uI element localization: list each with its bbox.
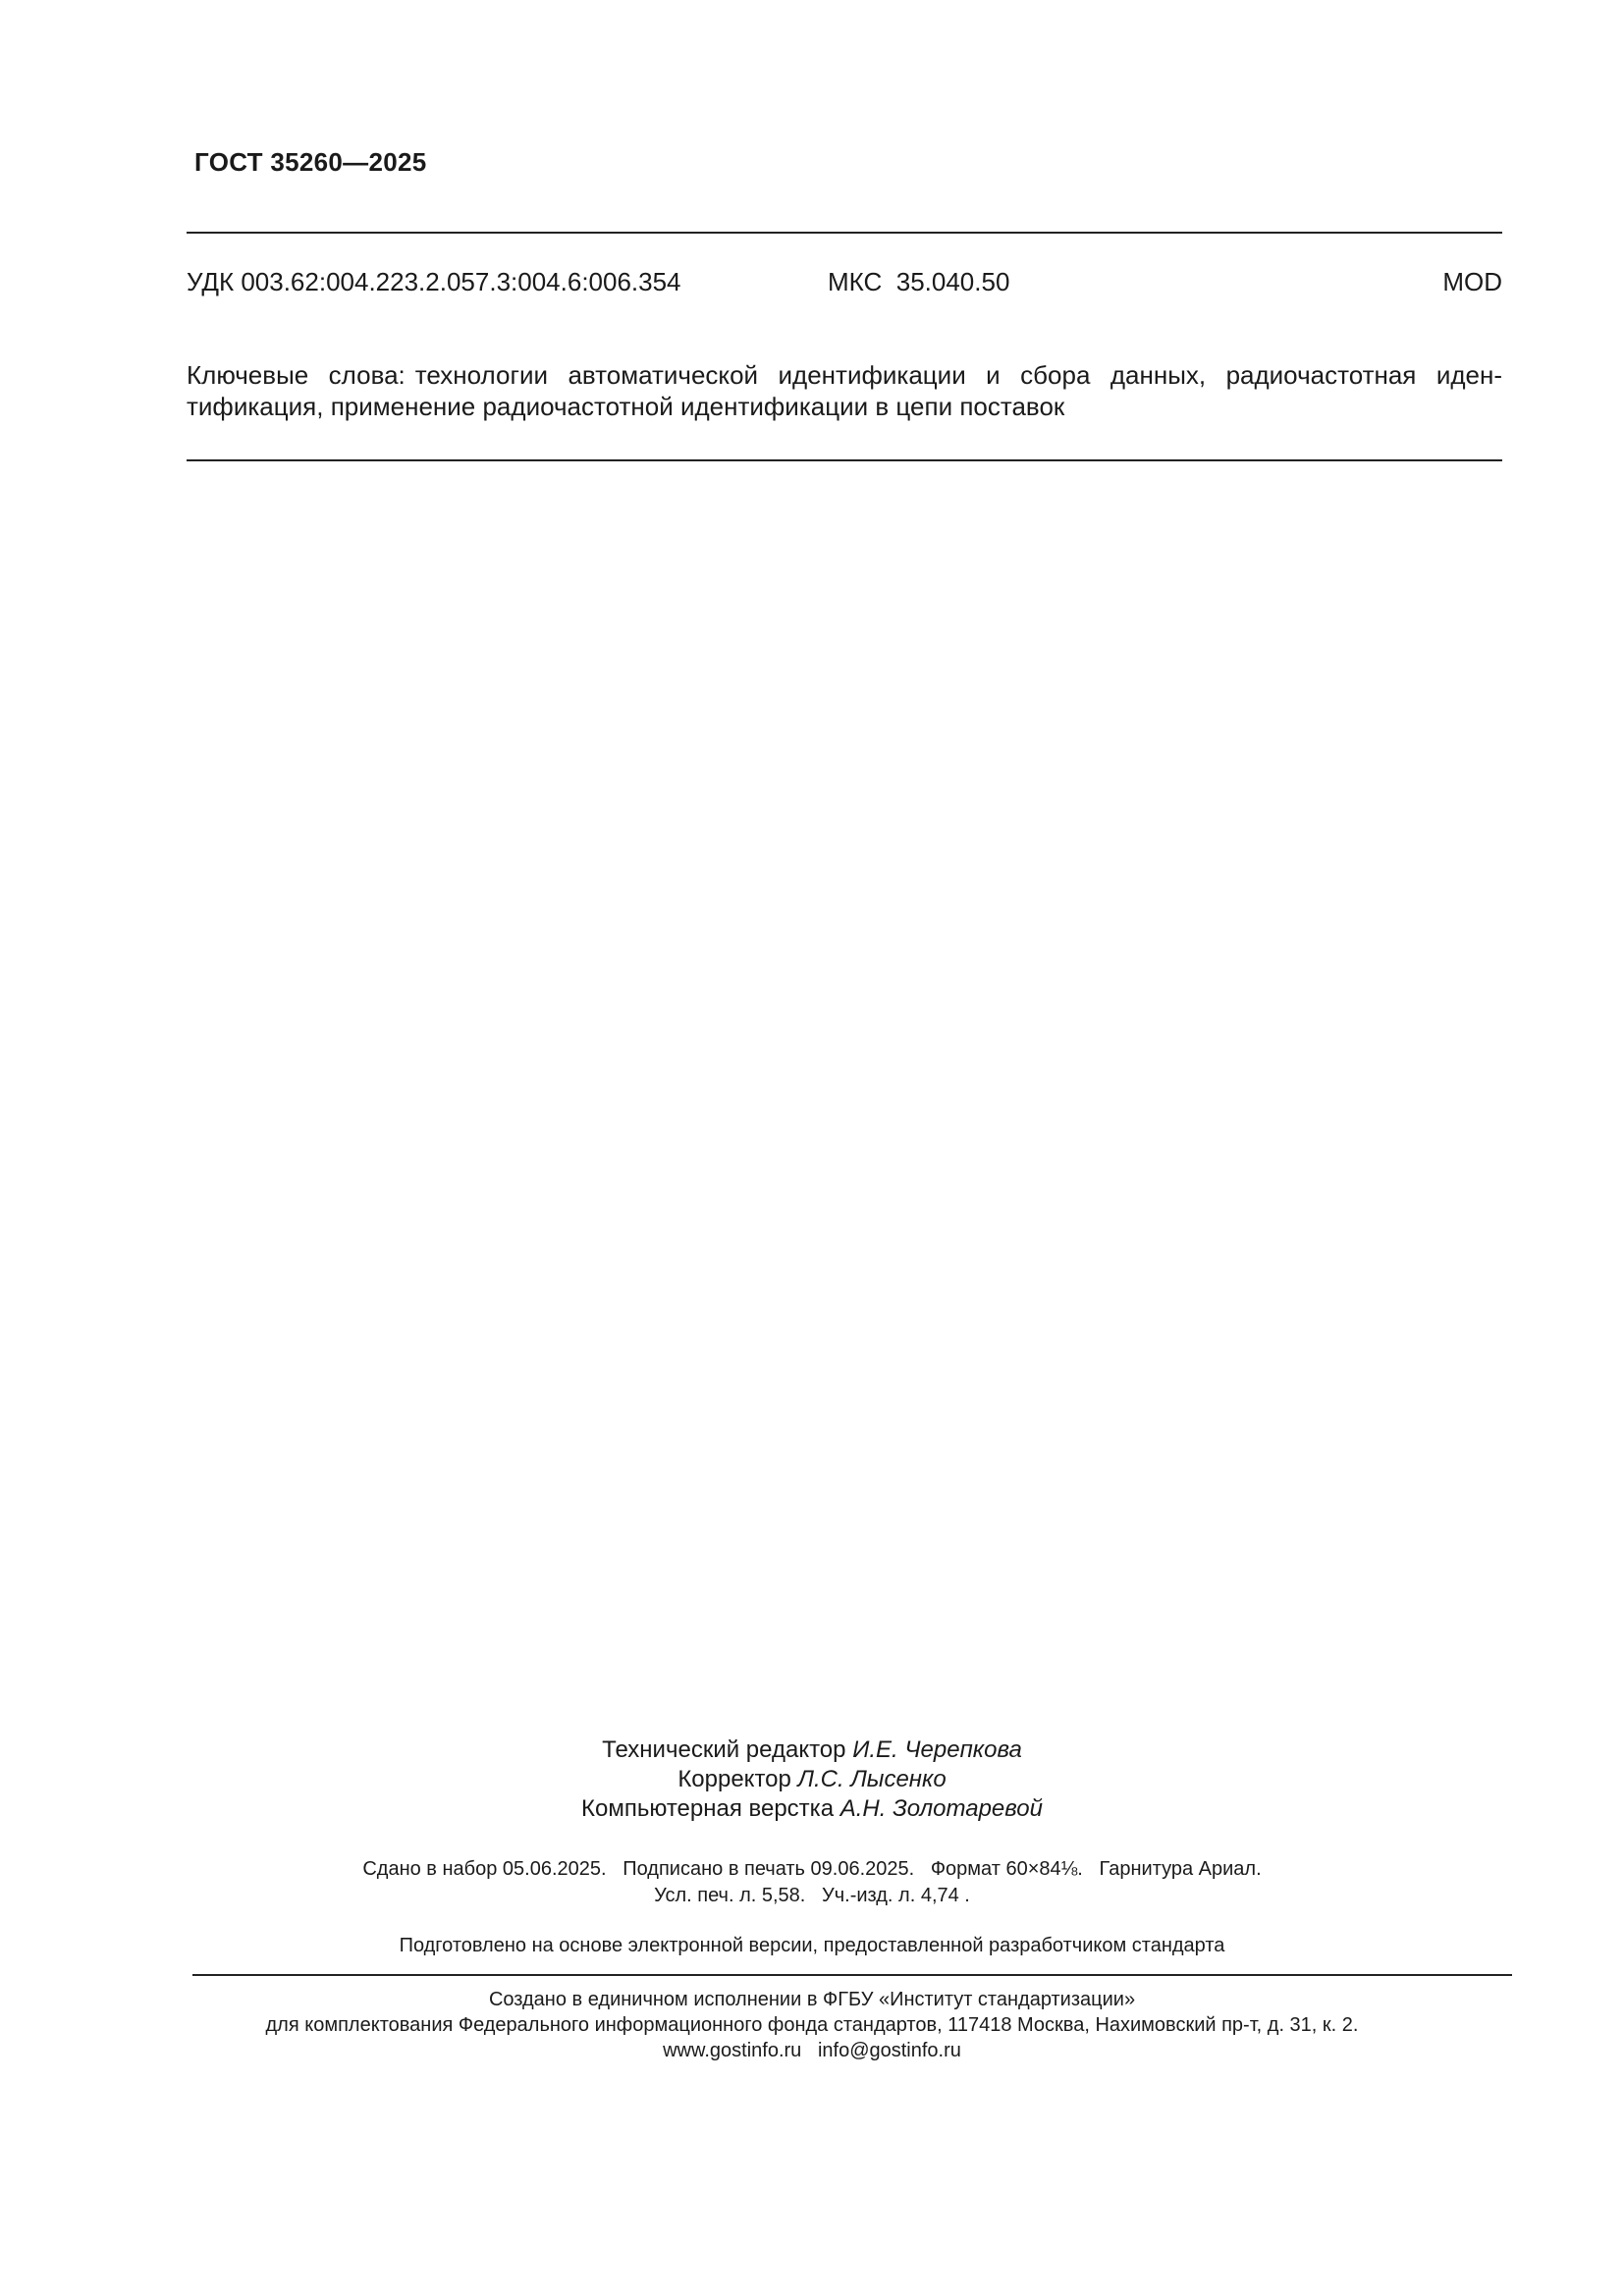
layout-role: Компьютерная верстка [581,1795,835,1822]
created-block [0,1987,1624,2063]
tech-editor-role: Технический редактор [602,1736,846,1763]
keywords-label: Ключевые слова: [187,360,406,390]
keywords-divider [187,459,1502,461]
corrector-name: Л.С. Лысенко [797,1766,947,1792]
print-info-line-1: Сдано в набор 05.06.2025. Подписано в печать 09.06.2025. Формат 60×84⅛. Гарнитура Ариал. [362,1858,1262,1880]
print-info-block [0,1856,1624,1909]
created-line-3: www.gostinfo.ru info@gostinfo.ru [663,2040,961,2061]
tech-editor-name: И.Е. Черепкова [852,1736,1022,1763]
created-line-2: для комплектования Федерального информационного фонда стандартов, 117418 Москва, Нахимовский пр-т, д. 31, к. 2. [265,2014,1359,2036]
top-divider [187,232,1502,234]
keywords-block [187,359,1502,422]
corrector-line [0,1765,1624,1794]
created-line-1: Создано в единичном исполнении в ФГБУ «Институт стандартизации» [488,1989,1136,2010]
tech-editor-line [0,1735,1624,1765]
prepared-note: Подготовлено на основе электронной версии, предоставленной разработчиком стандарта [399,1935,1225,1956]
layout-line [0,1794,1624,1824]
print-info-line-2: Усл. печ. л. 5,58. Уч.-изд. л. 4,74 . [654,1885,970,1906]
mks-code: МКС 35.040.50 [828,267,1010,296]
keywords-text: технологии автоматической идентификации и сбора данных, радиочастотная иден- тификация, применение радиочастотной идентификации в цепи поставок [187,360,1503,421]
credits-block [0,1735,1624,1824]
layout-name: А.Н. Золотаревой [839,1795,1043,1822]
mod-label: MOD [1442,267,1502,296]
footer-divider [192,1974,1512,1976]
document-number: ГОСТ 35260—2025 [194,147,427,177]
udk-code: УДК 003.62:004.223.2.057.3:004.6:006.354 [187,267,681,296]
corrector-role: Корректор [677,1766,791,1792]
